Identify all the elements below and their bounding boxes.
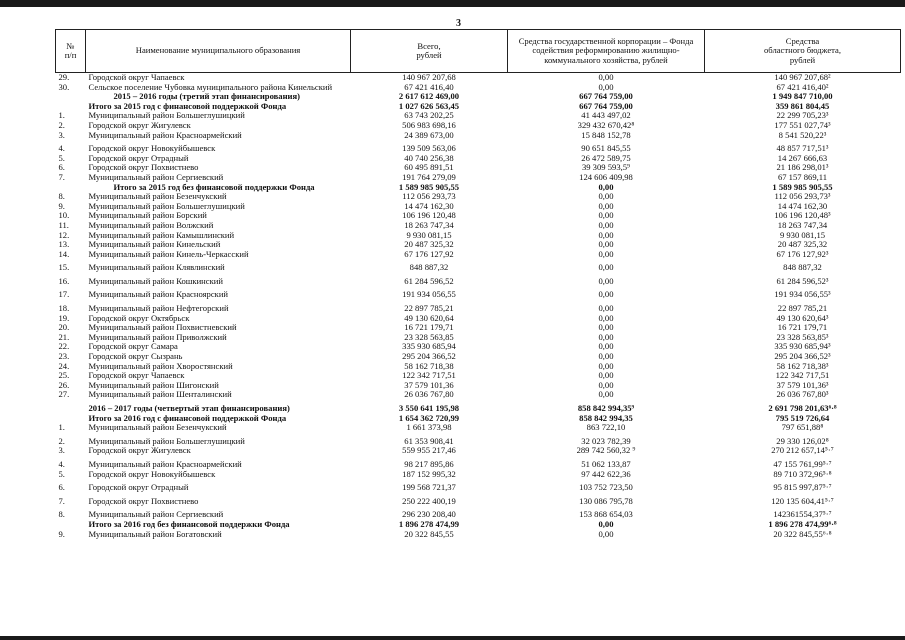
row-fund: 51 062 133,87 bbox=[581, 458, 631, 469]
row-name: Городской округ Отрадный bbox=[88, 152, 189, 163]
row-name: Муниципальный район Большеглушицкий bbox=[88, 435, 245, 446]
header-regional bbox=[705, 30, 901, 73]
row-fund: 858 842 994,35⁹ bbox=[577, 403, 635, 413]
row-regional: 14 267 666,63 bbox=[777, 152, 828, 163]
table-row bbox=[56, 259, 901, 273]
row-regional: 8 541 520,22³ bbox=[778, 129, 827, 140]
row-fund: 289 742 560,32 ⁹ bbox=[576, 445, 636, 456]
row-name: Городской округ Чапаевск bbox=[88, 370, 185, 381]
row-name: Городской округ Похвистнево bbox=[88, 495, 199, 506]
row-total: 1 896 278 474,99 bbox=[398, 518, 460, 529]
row-regional: 58 162 718,38³ bbox=[776, 360, 829, 371]
row-fund: 153 868 654,03 bbox=[579, 509, 633, 520]
row-regional: 20 487 325,32 bbox=[777, 239, 828, 250]
row-fund: 0,00 bbox=[598, 360, 614, 371]
row-fund: 103 752 723,50 bbox=[579, 482, 633, 493]
row-total: 187 152 995,32 bbox=[402, 468, 456, 479]
row-name: Городской округ Жигулевск bbox=[88, 119, 191, 130]
row-name: Муниципальный район Большеглушицкий bbox=[88, 110, 245, 121]
row-regional: 1 589 985 905,55 bbox=[772, 181, 833, 192]
row-number: 30. bbox=[58, 81, 70, 92]
row-total: 122 342 717,51 bbox=[402, 370, 456, 381]
row-number: 1. bbox=[58, 422, 65, 433]
row-regional: 335 930 685,94³ bbox=[774, 341, 831, 352]
row-name: Городской округ Чапаевск bbox=[88, 72, 185, 82]
row-fund: 39 309 593,5⁹ bbox=[581, 162, 631, 173]
row-number: 1. bbox=[58, 110, 65, 121]
row-total: 63 743 202,25 bbox=[404, 110, 454, 121]
row-name: Городской округ Самара bbox=[88, 341, 178, 352]
row-regional: 140 967 207,68² bbox=[774, 72, 831, 82]
table-row bbox=[56, 506, 901, 520]
row-fund: 0,00 bbox=[598, 289, 614, 300]
table-row bbox=[56, 423, 901, 433]
row-name: Муниципальный район Волжский bbox=[88, 219, 214, 230]
row-fund: 0,00 bbox=[598, 191, 614, 202]
row-total: 199 568 721,37 bbox=[402, 482, 456, 493]
row-fund: 667 764 759,00 bbox=[579, 91, 633, 102]
row-number: 22. bbox=[58, 341, 70, 352]
row-total: 23 328 563,85 bbox=[404, 331, 454, 342]
row-regional: 270 212 657,14⁵·⁷ bbox=[771, 445, 834, 456]
row-regional: 848 887,32 bbox=[783, 262, 822, 273]
table-row bbox=[56, 390, 901, 400]
row-name: Муниципальный район Кинель-Черкасский bbox=[88, 248, 249, 259]
row-total: 16 721 179,71 bbox=[404, 322, 454, 333]
row-fund: 0,00 bbox=[598, 322, 614, 333]
table-row bbox=[56, 446, 901, 456]
row-regional: 797 651,88⁸ bbox=[781, 422, 824, 433]
row-regional: 9 930 081,15 bbox=[779, 229, 826, 240]
row-fund: 0,00 bbox=[598, 262, 614, 273]
header-fund: Средства государственной корпорации – Фонда содействия реформированию жилищно-коммунального хозяйства, рублей bbox=[508, 30, 705, 73]
row-total: 61 284 596,52 bbox=[404, 275, 454, 286]
row-total: 335 930 685,94 bbox=[402, 341, 456, 352]
row-regional: 2 691 798 201,63⁶·⁸ bbox=[768, 403, 837, 413]
row-number: 18. bbox=[58, 303, 70, 314]
row-name: Итого за 2015 год без финансовой поддержки Фонда bbox=[113, 181, 315, 192]
row-total: 37 579 101,36 bbox=[404, 379, 454, 390]
row-total: 98 217 895,86 bbox=[404, 458, 454, 469]
table-row bbox=[56, 479, 901, 493]
row-number: 24. bbox=[58, 360, 70, 371]
row-total: 9 930 081,15 bbox=[406, 229, 452, 240]
table-row bbox=[56, 273, 901, 287]
row-name: Муниципальный район Богатовский bbox=[88, 528, 222, 539]
row-regional: 29 330 126,02⁸ bbox=[776, 435, 829, 446]
row-name: Муниципальный район Сергиевский bbox=[88, 171, 224, 182]
row-regional: 120 135 604,41⁵·⁷ bbox=[771, 495, 834, 506]
row-regional: 22 897 785,21 bbox=[777, 303, 828, 314]
row-regional: 49 130 620,64³ bbox=[776, 312, 829, 323]
row-regional: 106 196 120,48³ bbox=[774, 210, 831, 221]
row-total: 60 495 891,51 bbox=[404, 162, 454, 173]
row-name: Муниципальный район Нефтегорский bbox=[88, 303, 229, 314]
row-name: Итого за 2016 год с финансовой поддержкой Фонда bbox=[88, 412, 287, 423]
row-regional: 295 204 366,52³ bbox=[774, 351, 831, 362]
row-total: 2 617 612 469,00 bbox=[398, 91, 460, 102]
row-total: 3 550 641 195,98 bbox=[398, 403, 460, 413]
row-regional: 795 519 726,64 bbox=[775, 412, 830, 423]
row-total: 296 230 208,40 bbox=[402, 509, 456, 520]
row-total: 191 764 279,09 bbox=[402, 171, 456, 182]
row-number: 20. bbox=[58, 322, 70, 333]
row-fund: 26 472 589,75 bbox=[581, 152, 631, 163]
row-number bbox=[56, 400, 86, 414]
row-fund: 667 764 759,00 bbox=[579, 100, 633, 111]
table-row bbox=[56, 493, 901, 507]
row-fund: 0,00 bbox=[598, 219, 614, 230]
row-total: 559 955 217,46 bbox=[402, 445, 456, 456]
row-name: 2015 – 2016 годы (третий этап финансирования) bbox=[113, 91, 301, 102]
table-row bbox=[56, 250, 901, 260]
row-fund: 0,00 bbox=[598, 341, 614, 352]
table-row bbox=[56, 456, 901, 470]
row-fund: 0,00 bbox=[598, 275, 614, 286]
table-row bbox=[56, 131, 901, 141]
row-total: 20 487 325,32 bbox=[404, 239, 454, 250]
row-total: 140 967 207,68 bbox=[402, 72, 456, 82]
row-regional: 22 299 705,23³ bbox=[776, 110, 829, 121]
row-regional: 61 284 596,52³ bbox=[776, 275, 829, 286]
row-name: Городской округ Новокуйбышевск bbox=[88, 143, 216, 154]
page-number: 3 bbox=[456, 18, 461, 29]
row-name: Муниципальный район Большеглушицкий bbox=[88, 200, 245, 211]
row-name: Муниципальный район Красноярский bbox=[88, 289, 229, 300]
row-name: Городской округ Новокуйбышевск bbox=[88, 468, 216, 479]
row-number: 15. bbox=[58, 262, 70, 273]
row-number: 8. bbox=[58, 509, 65, 520]
row-name: Сельское поселение Чубовка муниципального района Кинельский bbox=[88, 81, 333, 92]
row-name: Городской округ Жигулевск bbox=[88, 445, 191, 456]
row-fund: 124 606 409,98 bbox=[579, 171, 633, 182]
row-name: Муниципальный район Кинельский bbox=[88, 239, 221, 250]
row-name: Городской округ Сызрань bbox=[88, 351, 183, 362]
row-fund: 0,00 bbox=[598, 200, 614, 211]
row-number: 4. bbox=[58, 143, 65, 154]
row-name: Итого за 2016 год без финансовой поддержки Фонда bbox=[88, 518, 290, 529]
row-number: 11. bbox=[58, 219, 69, 230]
row-number: 6. bbox=[58, 162, 65, 173]
row-total: 139 509 563,06 bbox=[402, 143, 456, 154]
row-total: 250 222 400,19 bbox=[402, 495, 456, 506]
row-fund: 0,00 bbox=[598, 312, 614, 323]
row-total: 58 162 718,38 bbox=[404, 360, 454, 371]
row-number: 10. bbox=[58, 210, 70, 221]
row-name: Муниципальный район Шигонский bbox=[88, 379, 219, 390]
header-name: Наименование муниципального образования bbox=[86, 30, 351, 73]
table-row bbox=[56, 400, 901, 414]
row-total: 61 353 908,41 bbox=[404, 435, 454, 446]
row-regional: 1 949 847 710,00 bbox=[772, 91, 833, 102]
row-fund: 329 432 670,42⁸ bbox=[577, 119, 635, 130]
row-fund: 863 722,10 bbox=[586, 422, 626, 433]
row-number: 16. bbox=[58, 275, 70, 286]
row-number bbox=[56, 92, 86, 102]
row-total: 67 176 127,92 bbox=[404, 248, 454, 259]
row-regional: 67 157 869,11 bbox=[777, 171, 828, 182]
row-total: 20 322 845,55 bbox=[404, 528, 454, 539]
row-number: 23. bbox=[58, 351, 70, 362]
row-regional: 112 056 293,73³ bbox=[774, 191, 831, 202]
row-name: Муниципальный район Борский bbox=[88, 210, 207, 221]
row-number: 2. bbox=[58, 119, 65, 130]
row-number: 17. bbox=[58, 289, 70, 300]
row-number: 14. bbox=[58, 248, 70, 259]
row-name: Муниципальный район Безенчукский bbox=[88, 422, 227, 433]
row-fund: 0,00 bbox=[598, 303, 614, 314]
table-row bbox=[56, 433, 901, 447]
row-name: Муниципальный район Клявлинский bbox=[88, 262, 225, 273]
row-fund: 0,00 bbox=[598, 248, 614, 259]
row-total: 1 027 626 563,45 bbox=[398, 100, 460, 111]
row-number: 3. bbox=[58, 129, 65, 140]
row-total: 1 589 985 905,55 bbox=[398, 181, 460, 192]
row-fund: 130 086 795,78 bbox=[579, 495, 633, 506]
row-total: 24 389 673,00 bbox=[404, 129, 454, 140]
row-number: 25. bbox=[58, 370, 70, 381]
h-total-text: Всего, рублей bbox=[416, 40, 442, 60]
table-row bbox=[56, 300, 901, 314]
table-row bbox=[56, 530, 901, 540]
row-total: 191 934 056,55 bbox=[402, 289, 456, 300]
row-number: 5. bbox=[58, 468, 65, 479]
row-total: 49 130 620,64 bbox=[404, 312, 454, 323]
row-regional: 21 186 298,01³ bbox=[776, 162, 829, 173]
h-reg-text: Средства областного бюджета, рублей bbox=[764, 36, 841, 65]
row-fund: 858 842 994,35 bbox=[579, 412, 633, 423]
row-regional: 122 342 717,51 bbox=[775, 370, 830, 381]
row-regional: 37 579 101,36³ bbox=[776, 379, 829, 390]
table-row bbox=[56, 470, 901, 480]
table-body bbox=[56, 73, 901, 540]
row-number: 19. bbox=[58, 312, 70, 323]
row-name: 2016 – 2017 годы (четвертый этап финансирования) bbox=[88, 403, 290, 413]
row-number: 8. bbox=[58, 191, 65, 202]
row-total: 22 897 785,21 bbox=[404, 303, 454, 314]
row-number: 7. bbox=[58, 171, 65, 182]
row-number: 27. bbox=[58, 389, 70, 400]
row-regional: 142361554,37⁵·⁷ bbox=[773, 509, 832, 520]
row-total: 1 661 373,98 bbox=[406, 422, 452, 433]
row-fund: 90 651 845,55 bbox=[581, 143, 631, 154]
row-total: 14 474 162,30 bbox=[404, 200, 454, 211]
row-regional: 191 934 056,55³ bbox=[774, 289, 831, 300]
row-total: 26 036 767,80 bbox=[404, 389, 454, 400]
row-regional: 20 322 845,55⁶·⁸ bbox=[773, 528, 832, 539]
row-regional: 16 721 179,71 bbox=[777, 322, 828, 333]
row-number: 26. bbox=[58, 379, 70, 390]
row-regional: 359 861 804,45 bbox=[775, 100, 830, 111]
row-fund: 0,00 bbox=[598, 210, 614, 221]
row-fund: 97 442 622,36 bbox=[581, 468, 631, 479]
row-name: Муниципальный район Красноармейский bbox=[88, 129, 242, 140]
row-name: Муниципальный район Хворостянский bbox=[88, 360, 233, 371]
row-regional: 89 710 372,96⁵·⁸ bbox=[773, 468, 832, 479]
row-number: 2. bbox=[58, 435, 65, 446]
row-number: 7. bbox=[58, 495, 65, 506]
row-regional: 14 474 162,30 bbox=[777, 200, 828, 211]
row-name: Муниципальный район Приволжский bbox=[88, 331, 227, 342]
row-total: 18 263 747,34 bbox=[404, 219, 454, 230]
row-regional: 95 815 997,87⁵·⁷ bbox=[773, 482, 832, 493]
bottom-border-bar bbox=[0, 636, 905, 640]
row-fund: 41 443 497,02 bbox=[581, 110, 631, 121]
row-total: 1 654 362 720,99 bbox=[398, 412, 460, 423]
row-fund: 0,00 bbox=[598, 379, 614, 390]
row-number: 13. bbox=[58, 239, 70, 250]
row-number: 29. bbox=[58, 72, 70, 82]
row-regional: 67 421 416,40² bbox=[776, 81, 829, 92]
row-total: 67 421 416,40 bbox=[404, 81, 454, 92]
row-total: 295 204 366,52 bbox=[402, 351, 456, 362]
row-regional: 1 896 278 474,99⁶·⁸ bbox=[768, 518, 837, 529]
row-name: Городской округ Отрадный bbox=[88, 482, 189, 493]
header-num bbox=[56, 30, 86, 73]
row-number: 5. bbox=[58, 152, 65, 163]
row-name: Итого за 2015 год с финансовой поддержкой Фонда bbox=[88, 100, 287, 111]
row-name: Муниципальный район Красноармейский bbox=[88, 458, 242, 469]
row-number: 21. bbox=[58, 331, 70, 342]
row-fund: 15 848 152,78 bbox=[581, 129, 631, 140]
row-number: 12. bbox=[58, 229, 70, 240]
row-name: Городской округ Октябрьск bbox=[88, 312, 190, 323]
row-fund: 0,00 bbox=[598, 528, 614, 539]
row-fund: 0,00 bbox=[598, 351, 614, 362]
table-header-row bbox=[56, 30, 901, 73]
row-fund: 0,00 bbox=[598, 72, 614, 82]
row-name: Муниципальный район Камышлинский bbox=[88, 229, 235, 240]
row-fund: 0,00 bbox=[598, 389, 614, 400]
table-row bbox=[56, 140, 901, 154]
header-total bbox=[351, 30, 508, 73]
row-fund: 0,00 bbox=[598, 229, 614, 240]
row-number: 6. bbox=[58, 482, 65, 493]
row-regional: 48 857 717,51³ bbox=[776, 143, 829, 154]
h-num-text: № п/п bbox=[64, 40, 77, 60]
row-total: 40 740 256,38 bbox=[404, 152, 454, 163]
row-regional: 67 176 127,92³ bbox=[776, 248, 829, 259]
row-name: Муниципальный район Похвистневский bbox=[88, 322, 237, 333]
row-fund: 32 023 782,39 bbox=[581, 435, 631, 446]
row-fund: 0,00 bbox=[598, 370, 614, 381]
row-name: Муниципальный район Шенталинский bbox=[88, 389, 232, 400]
row-number: 9. bbox=[58, 200, 65, 211]
row-name: Муниципальный район Кошкинский bbox=[88, 275, 223, 286]
row-regional: 26 036 767,80³ bbox=[776, 389, 829, 400]
table-row bbox=[56, 286, 901, 300]
row-regional: 18 263 747,34 bbox=[777, 219, 828, 230]
row-number: 9. bbox=[58, 528, 65, 539]
row-total: 848 887,32 bbox=[409, 262, 449, 273]
row-regional: 23 328 563,85³ bbox=[776, 331, 829, 342]
row-name: Муниципальный район Безенчукский bbox=[88, 191, 227, 202]
row-regional: 177 551 027,74³ bbox=[774, 119, 831, 130]
row-total: 106 196 120,48 bbox=[402, 210, 456, 221]
row-regional: 47 155 761,99⁵·⁷ bbox=[773, 458, 832, 469]
row-fund: 0,00 bbox=[598, 518, 614, 529]
row-number: 4. bbox=[58, 458, 65, 469]
row-name: Муниципальный район Сергиевский bbox=[88, 509, 224, 520]
row-name: Городской округ Похвистнево bbox=[88, 162, 199, 173]
row-fund: 0,00 bbox=[598, 181, 614, 192]
funding-table bbox=[55, 29, 901, 539]
row-total: 112 056 293,73 bbox=[402, 191, 456, 202]
top-border-bar bbox=[0, 0, 905, 7]
row-fund: 0,00 bbox=[598, 239, 614, 250]
row-total: 506 983 698,16 bbox=[402, 119, 456, 130]
row-number: 3. bbox=[58, 445, 65, 456]
row-fund: 0,00 bbox=[598, 81, 614, 92]
row-fund: 0,00 bbox=[598, 331, 614, 342]
